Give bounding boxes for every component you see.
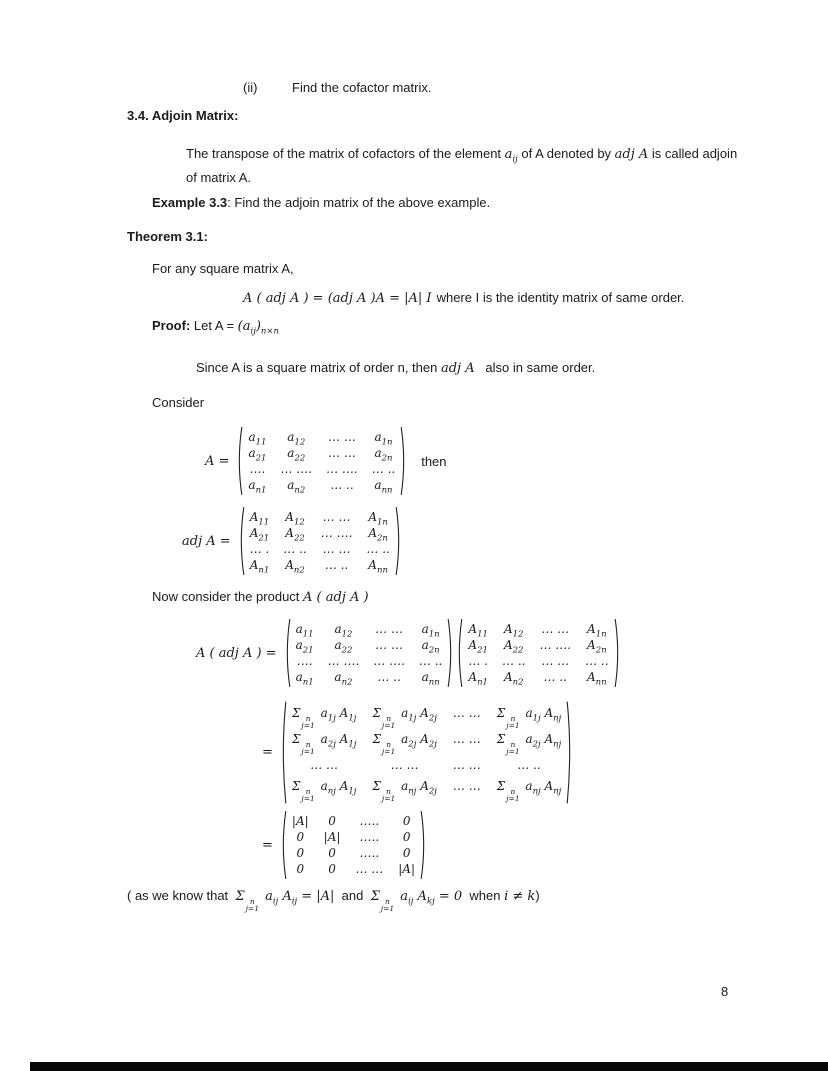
- matrix-cell: $a_{2n}$: [374, 446, 393, 464]
- matrix-cell: 0: [296, 830, 305, 844]
- matrix-adj-a: [238, 506, 402, 576]
- matrix-cell: Σ n j=1 $a_{nj}$ $A_{nj}$: [496, 779, 562, 803]
- matrix-cell: Σ n j=1 $a_{2j}$ $A_{nj}$: [496, 732, 562, 756]
- math-run-a-adj-a: A ( adj A ): [303, 590, 369, 605]
- matrix-cell: $a_{n2}$: [334, 670, 353, 688]
- matrix-cell: Σ n j=1 $a_{1j}$ $A_{nj}$: [496, 706, 562, 730]
- math-run-sum1: Σ n j=1 $a_{ij}$ $A_{ij} = |A|$: [235, 889, 335, 913]
- matrix-cell: $A_{1n}$: [587, 622, 607, 640]
- matrix-cell: … …: [452, 706, 481, 720]
- math-run-i-neq-k: i ≠ k: [504, 889, 536, 904]
- matrix-cell: … …: [322, 542, 351, 556]
- matrix-cell: $a_{21}$: [248, 446, 267, 464]
- matrix-cell: $A_{1n}$: [368, 510, 388, 528]
- matrix-grid: [463, 618, 613, 688]
- matrix-cell: $A_{2n}$: [587, 638, 607, 656]
- right-paren: [420, 810, 427, 880]
- matrix-grid: [291, 618, 448, 688]
- left-paren: [280, 700, 287, 805]
- text-run: ( as we know that: [127, 888, 236, 903]
- matrix-cell: …..: [359, 814, 380, 828]
- text-run: when: [462, 888, 505, 903]
- matrix-cell: Σ n j=1 $a_{1j}$ $A_{1j}$: [291, 706, 357, 730]
- matrix-cell: 0: [328, 862, 336, 876]
- matrix-determinant-diagonal: [280, 810, 427, 880]
- matrix-cell: … ..: [585, 654, 609, 668]
- matrix-cell: … …: [452, 732, 481, 746]
- matrix-cell: … ..: [330, 478, 354, 492]
- proof-line: [152, 318, 279, 337]
- matrix-cell: $A_{12}$: [285, 510, 305, 528]
- left-paren: [284, 618, 291, 688]
- matrix-cell: ….: [296, 654, 313, 668]
- matrix-cell: … …: [375, 622, 403, 636]
- matrix-cell: 0: [402, 846, 411, 860]
- matrix-grid: [287, 810, 420, 880]
- equation-product: [196, 618, 621, 688]
- right-paren: [566, 700, 573, 805]
- example-label: Example 3.3: [152, 195, 228, 210]
- matrix-cell: … ..: [517, 758, 541, 772]
- matrix-cell: |A|: [291, 814, 309, 828]
- equation-adj-a: [182, 506, 402, 576]
- matrix-cell: $a_{22}$: [334, 638, 353, 656]
- math-run-adj-a: adj A: [440, 361, 475, 376]
- matrix-cell: $A_{n2}$: [503, 670, 524, 688]
- matrix-cell: $A_{11}$: [468, 622, 488, 640]
- matrix-cell: … ….: [326, 462, 358, 476]
- right-paren: [400, 426, 407, 496]
- definition-paragraph: [186, 142, 742, 189]
- matrix-cell: $a_{22}$: [287, 446, 306, 464]
- matrix-cell: … ..: [502, 654, 526, 668]
- text-run: Let A =: [193, 318, 238, 333]
- text-run: Now consider the product: [152, 589, 304, 604]
- matrix-cell: $A_{22}$: [503, 638, 524, 656]
- equals-sign: =: [262, 745, 273, 760]
- math-run-aij: $a_{ij}$: [504, 147, 518, 165]
- matrix-cell: $A_{22}$: [285, 526, 305, 544]
- list-marker: (ii): [243, 80, 258, 95]
- math-run-sum2: Σ n j=1 $a_{ij}$ $A_{kj} = 0$: [370, 889, 463, 913]
- matrix-cell: … ..: [366, 542, 390, 556]
- right-paren: [395, 506, 402, 576]
- matrix-cell: … …: [452, 779, 481, 793]
- matrix-cell: … ..: [543, 670, 567, 684]
- matrix-cell: … ….: [327, 654, 360, 668]
- left-paren: [280, 810, 287, 880]
- identity-note-text: where I is the identity matrix of same order.: [436, 290, 685, 305]
- matrix-cell: Σ n j=1 $a_{2j}$ $A_{1j}$: [291, 732, 357, 756]
- matrix-cell: $a_{1n}$: [374, 430, 393, 448]
- equation-determinant-diagonal: [262, 810, 427, 880]
- section-heading: 3.4. Adjoin Matrix:: [127, 108, 239, 123]
- right-paren: [614, 618, 621, 688]
- matrix-cell: $a_{nn}$: [374, 478, 393, 496]
- matrix-a: [236, 426, 407, 496]
- matrix-cell: … …: [328, 430, 356, 444]
- text-run: also in same order.: [474, 360, 596, 375]
- list-text: Find the cofactor matrix.: [292, 80, 432, 95]
- matrix-cell: $a_{n1}$: [248, 478, 267, 496]
- matrix-cell: … ..: [324, 558, 349, 572]
- matrix-cell: … …: [541, 622, 570, 636]
- matrix-cell: $A_{21}$: [249, 526, 270, 544]
- text-run: is called adjoin of matrix A.: [186, 146, 738, 185]
- page-bottom-edge: [30, 1062, 828, 1071]
- matrix-cell: … ….: [320, 526, 353, 540]
- since-line: [196, 360, 595, 376]
- matrix-cell: … ..: [377, 670, 401, 684]
- matrix-cell: $A_{11}$: [249, 510, 270, 528]
- matrix-cell: $A_{nn}$: [587, 670, 607, 688]
- matrix-cell: … …: [355, 862, 384, 876]
- matrix-cell: $a_{12}$: [334, 622, 353, 640]
- left-paren: [456, 618, 463, 688]
- matrix-cell: 0: [328, 846, 336, 860]
- matrix-cell: … …: [322, 510, 351, 524]
- equation-matrix-a: [205, 426, 447, 496]
- matrix-cell: $A_{21}$: [468, 638, 488, 656]
- matrix-cell: $a_{1n}$: [421, 622, 440, 640]
- text-run: The transpose of the matrix of cofactors of the element: [186, 146, 505, 161]
- example-text: : Find the adjoin matrix of the above example.: [227, 195, 491, 210]
- matrix-cell: … ….: [280, 462, 313, 476]
- matrix-cell: … …: [541, 654, 570, 668]
- closing-note-line: [127, 886, 747, 912]
- adj-a-label: adj A =: [182, 533, 231, 549]
- matrix-cell: 0: [328, 814, 336, 828]
- page-number: 8: [721, 984, 729, 999]
- product-label: A ( adj A ) =: [196, 645, 277, 661]
- matrix-cell: … …: [310, 758, 339, 772]
- matrix-cofactor-sums: [280, 700, 573, 805]
- matrix-a-label: A =: [205, 453, 230, 469]
- matrix-cell: Σ n j=1 $a_{nj}$ $A_{1j}$: [291, 779, 357, 803]
- matrix-cell: $a_{12}$: [287, 430, 306, 448]
- text-run: and: [334, 888, 371, 903]
- matrix-cell: $A_{n1}$: [468, 670, 488, 688]
- matrix-cell: …..: [359, 846, 380, 860]
- identity-equation-line: [243, 290, 684, 306]
- matrix-cell: … .: [468, 654, 488, 668]
- matrix-cell: |A|: [398, 862, 416, 876]
- proof-label: Proof:: [152, 318, 191, 333]
- list-item-ii: [243, 80, 431, 95]
- matrix-cell: … ..: [418, 654, 443, 668]
- matrix-cell: $A_{n2}$: [285, 558, 305, 576]
- left-paren: [236, 426, 243, 496]
- identity-equation: A ( adj A ) = (adj A )A = |A| I: [243, 291, 432, 306]
- matrix-cell: $A_{12}$: [503, 622, 524, 640]
- matrix-cell: $a_{11}$: [248, 430, 267, 448]
- text-run: Since A is a square matrix of order n, then: [196, 360, 441, 375]
- matrix-cell: … …: [390, 758, 419, 772]
- text-run: ): [535, 888, 540, 903]
- matrix-grid: [287, 700, 566, 805]
- matrix-cell: … .: [249, 542, 270, 556]
- matrix-grid: [243, 426, 400, 496]
- math-run-aij-nxn: $(a_{ij})_{n\times n}$: [237, 319, 279, 337]
- matrix-cell: Σ n j=1 $a_{2j}$ $A_{2j}$: [372, 732, 437, 756]
- matrix-grid: [245, 506, 395, 576]
- matrix-cell: |A|: [323, 830, 341, 844]
- matrix-cell: $a_{11}$: [295, 622, 314, 640]
- matrix-cell: … ….: [373, 654, 405, 668]
- matrix-cell: $a_{n2}$: [287, 478, 306, 496]
- matrix-cell: $A_{2n}$: [368, 526, 388, 544]
- consider-line: Consider: [152, 395, 205, 410]
- matrix-cell: 0: [296, 846, 305, 860]
- matrix-cell: Σ n j=1 $a_{1j}$ $A_{2j}$: [372, 706, 437, 730]
- matrix-cell: … …: [375, 638, 403, 652]
- for-any-line: For any square matrix A,: [152, 261, 294, 276]
- matrix-cell: $A_{nn}$: [368, 558, 388, 576]
- equation-cofactor-sums: [262, 700, 573, 805]
- right-paren: [447, 618, 454, 688]
- matrix-adj-a-copy: [456, 618, 620, 688]
- then-label: then: [421, 453, 447, 469]
- matrix-cell: $a_{2n}$: [421, 638, 440, 656]
- matrix-cell: … …: [328, 446, 356, 460]
- matrix-cell: 0: [402, 830, 411, 844]
- matrix-cell: $a_{nn}$: [421, 670, 440, 688]
- equals-sign: =: [262, 837, 273, 853]
- matrix-cell: … ..: [371, 462, 396, 476]
- matrix-cell: $a_{n1}$: [295, 670, 314, 688]
- matrix-cell: …..: [359, 830, 380, 844]
- example-line: [152, 195, 490, 210]
- matrix-cell: $A_{n1}$: [249, 558, 270, 576]
- matrix-cell: ….: [249, 462, 266, 476]
- matrix-cell: 0: [402, 814, 411, 828]
- left-paren: [238, 506, 245, 576]
- matrix-a-copy: [284, 618, 455, 688]
- matrix-cell: 0: [296, 862, 305, 876]
- matrix-cell: Σ n j=1 $a_{nj}$ $A_{2j}$: [372, 779, 437, 803]
- matrix-cell: … ..: [283, 542, 307, 556]
- matrix-cell: … …: [452, 758, 481, 772]
- matrix-cell: … ….: [539, 638, 572, 652]
- math-run-adj-a: adj A: [614, 147, 649, 162]
- theorem-heading: Theorem 3.1:: [127, 229, 208, 244]
- now-consider-line: [152, 589, 369, 605]
- matrix-cell: $a_{21}$: [295, 638, 314, 656]
- text-run: of A denoted by: [517, 146, 615, 161]
